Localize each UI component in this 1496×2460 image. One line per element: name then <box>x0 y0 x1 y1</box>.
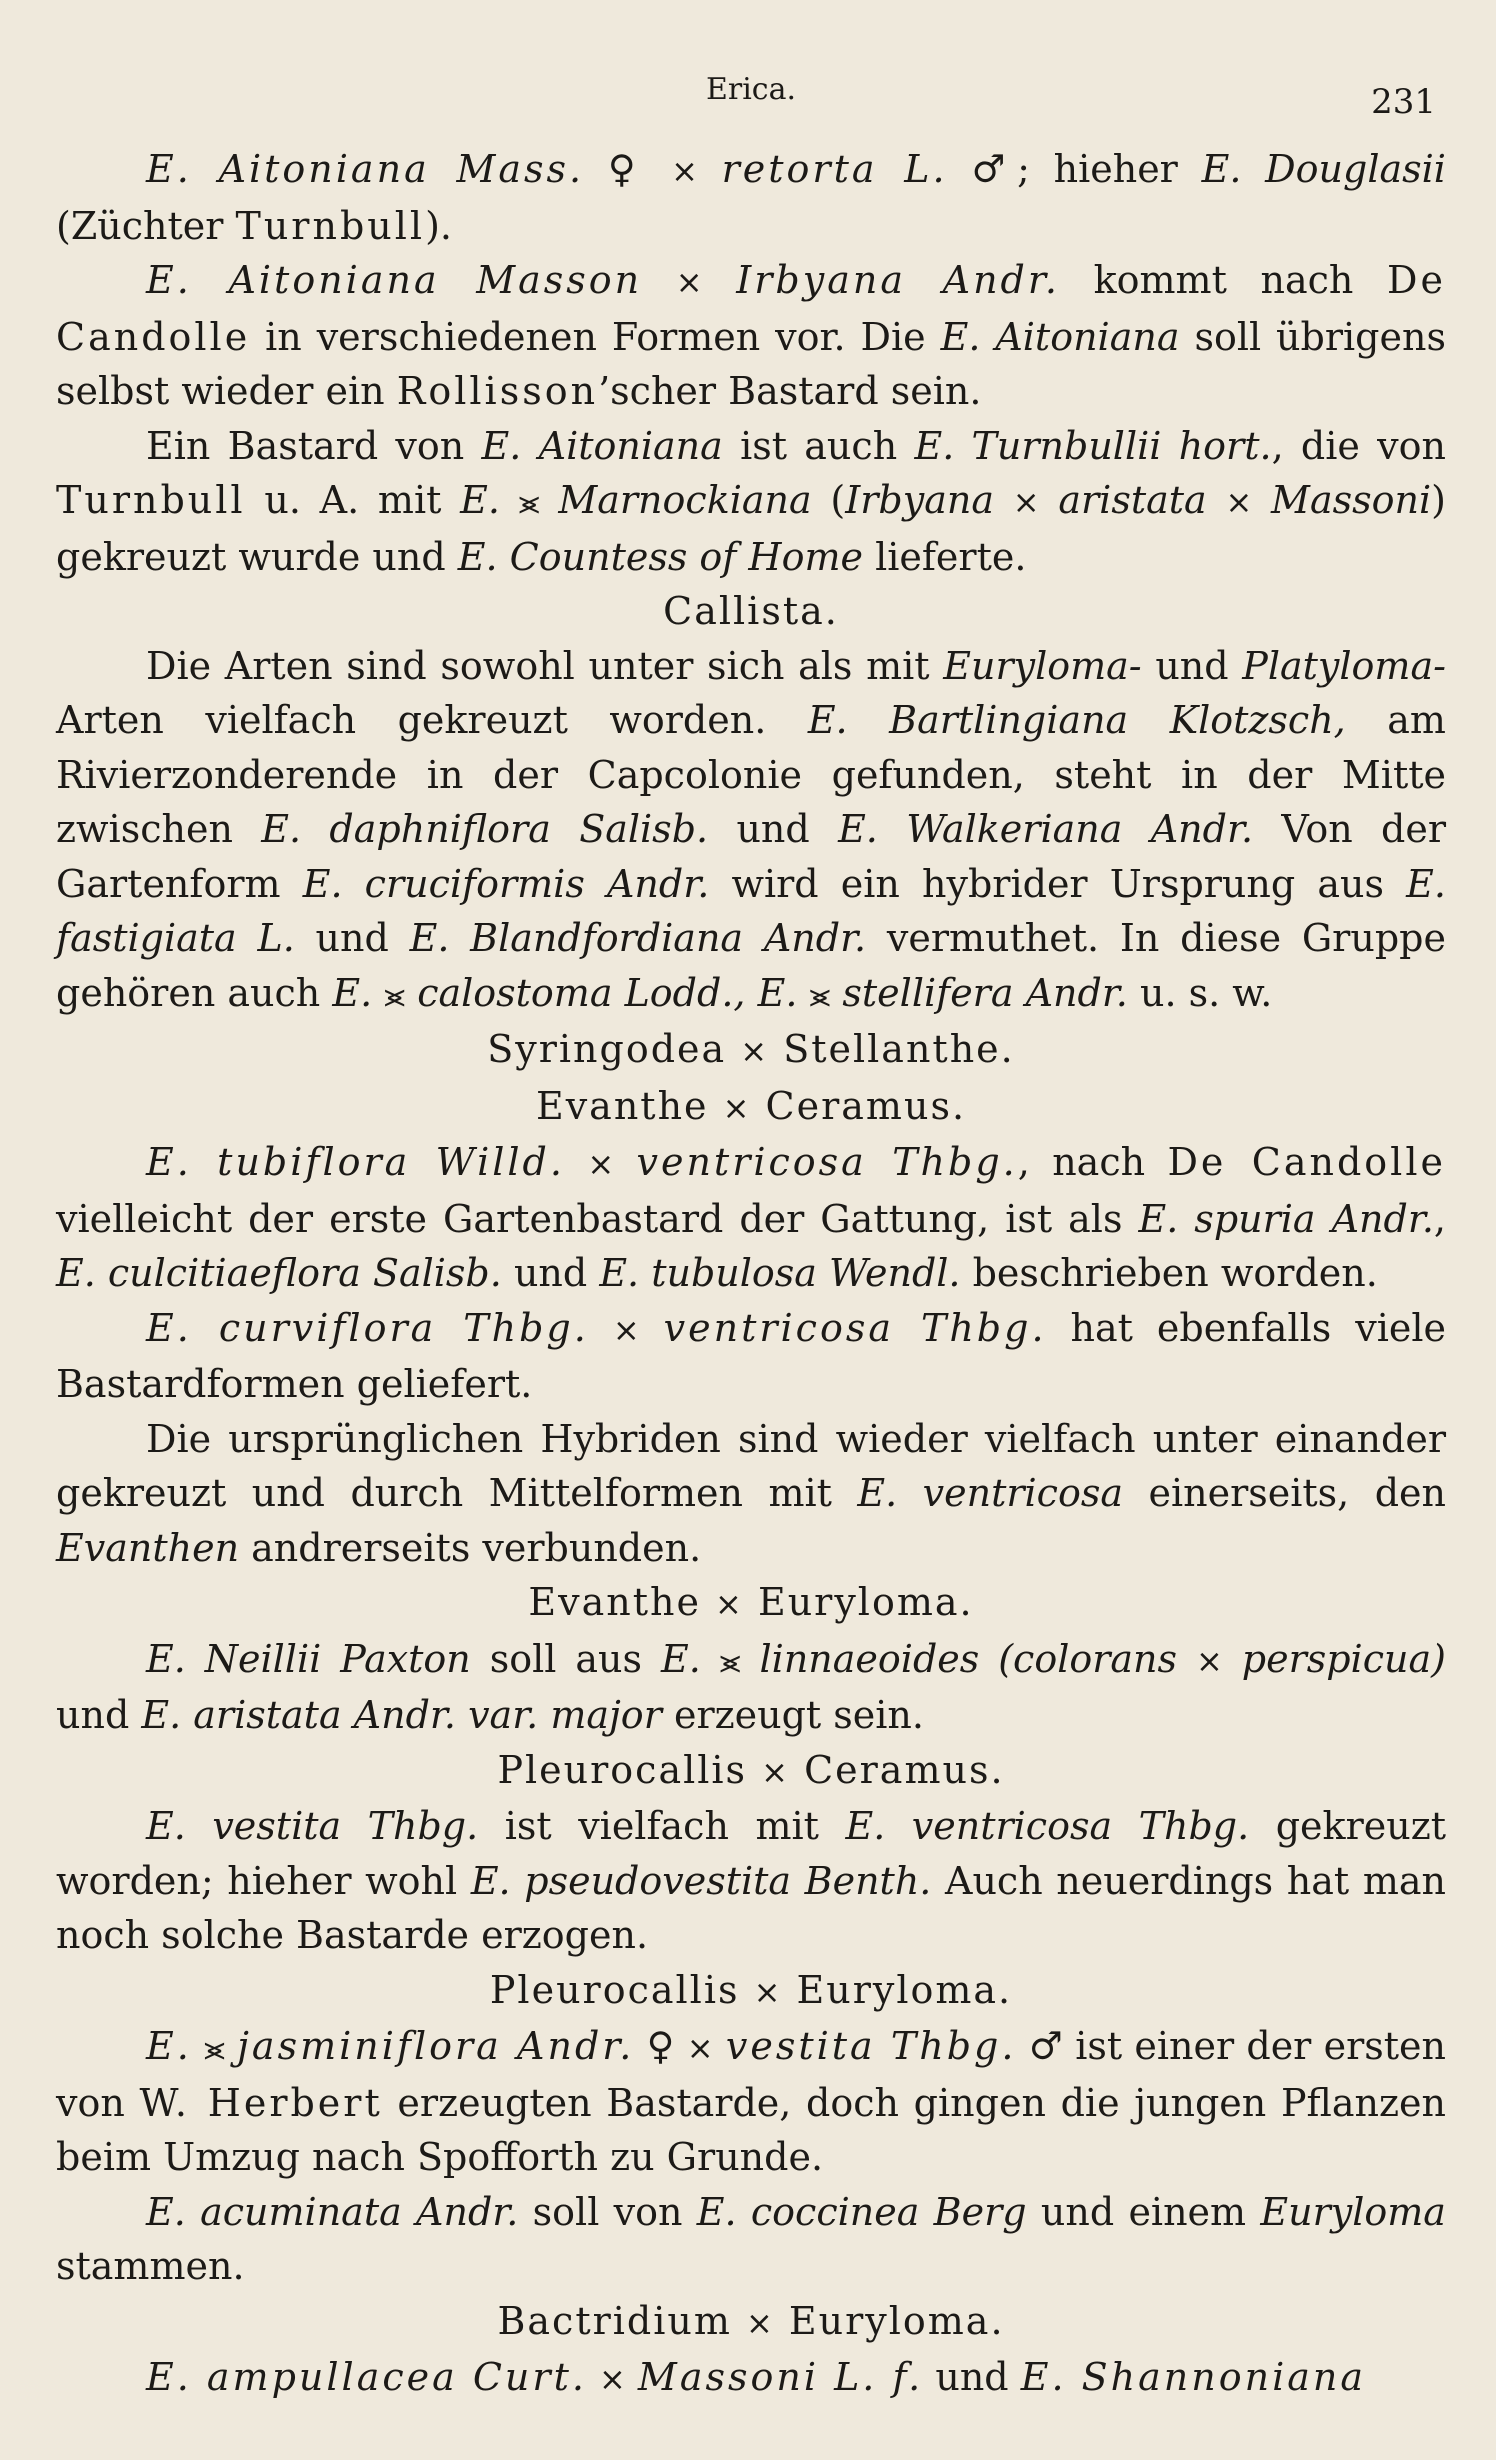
cross-symbol: × <box>745 2303 775 2342</box>
cross-symbol: × <box>740 1032 770 1070</box>
page-header <box>56 70 1446 130</box>
paragraph-tubiflora: E. tubiflora Willd. × ventricosa Thbg., nach De Candolle vielleicht der erste Gartenbastard der Gattung, ist als E. spuria Andr., E. culcitiaeflora Salisb. und E. tubulosa Wendl. beschrieben worden. <box>56 1140 1446 1295</box>
double-cross-symbol: ⪤ <box>384 975 406 1014</box>
page-number: 231 <box>1371 82 1436 122</box>
cross-symbol: × <box>722 1088 752 1127</box>
cross-symbol: × <box>587 1145 615 1183</box>
paragraph-curviflora: E. curviflora Thbg. × ventricosa Thbg. hat ebenfalls viele Bastardformen geliefert. <box>56 1305 1446 1406</box>
female-symbol: ♀ <box>646 2024 675 2068</box>
paragraph-acuminata: E. acuminata Andr. soll von E. coccinea Berg und einem Euryloma stammen. <box>56 2189 1446 2288</box>
double-cross-symbol: ⪤ <box>809 975 831 1014</box>
paragraph-hybrids: Die ursprünglichen Hybriden sind wieder vielfach unter einander gekreuzt und durch Mittelformen mit E. ventricosa einerseits, den Evanthen andrerseits verbunden. <box>56 1416 1446 1570</box>
male-symbol: ♂ <box>1028 2024 1063 2068</box>
section-heading-pleurocallis-euryloma: Pleurocallis × Euryloma. <box>489 1967 1013 2012</box>
paragraph-callista: Die Arten sind sowohl unter sich als mit Euryloma- und Platyloma- Arten vielfach gekreuzt worden. E. Bartlingiana Klotzsch, am Rivierzonderende in der Capcolonie gefunden, steht in der Mitte zwischen E. daphniflora Salisb. und E. Walkeriana Andr. Von der Gartenform E. cruciformis Andr. wird ein hybrider Ursprung aus E. fastigiata L. und E. Blandfordiana Andr. vermuthet. In diese Gruppe gehören auch E. ⪤ calostoma Lodd., E. ⪤ stellifera Andr. u. s. w. <box>56 643 1446 1015</box>
section-heading-bactridium-euryloma: Bactridium × Euryloma. <box>497 2298 1005 2343</box>
cross-symbol: × <box>1012 483 1040 521</box>
paragraph-neillii: E. Neillii Paxton soll aus E. ⪤ linnaeoides (colorans × perspicua) und E. aristata Andr. var. major erzeugt sein. <box>56 1636 1446 1737</box>
cross-symbol: × <box>761 1752 790 1791</box>
cross-symbol: × <box>671 152 698 190</box>
cross-symbol: × <box>675 263 703 301</box>
paragraph-vestita: E. vestita Thbg. ist vielfach mit E. ventricosa Thbg. gekreuzt worden; hieher wohl E. pseudovestita Benth. Auch neuerdings hat man noch solche Bastarde erzogen. <box>56 1804 1446 1957</box>
cross-symbol: × <box>599 2360 626 2398</box>
double-cross-symbol: ⪤ <box>518 483 540 521</box>
section-heading-callista: Callista. <box>663 589 839 633</box>
female-symbol: ♀ <box>607 147 648 191</box>
double-cross-symbol: ⪤ <box>719 1641 741 1680</box>
section-heading-syringodea-stellanthe: Syringodea × Stellanthe. <box>487 1027 1015 1071</box>
paragraph-turnbullii: Ein Bastard von E. Aitoniana ist auch E. Turnbullii hort., die von Turnbull u. A. mit E. ⪤ Marnockiana (Irbyana × aristata × Massoni) gekreuzt wurde und E. Countess of Home lieferte. <box>56 423 1446 579</box>
paragraph-jasminiflora: E. ⪤ jasminiflora Andr. ♀ × vestita Thbg. ♂ ist einer der ersten von W. Herbert erzeugten Bastarde, doch gingen die jungen Pflanzen beim Umzug nach Spofforth zu Grunde. <box>56 2024 1446 2179</box>
cross-symbol: × <box>715 1585 744 1623</box>
body-text <box>56 142 1446 2407</box>
cross-symbol: × <box>612 1310 640 1349</box>
cross-symbol: × <box>1195 1641 1223 1680</box>
cross-symbol: × <box>686 2029 714 2067</box>
running-title: Erica. <box>705 72 797 107</box>
section-heading-pleurocallis-ceramus: Pleurocallis × Ceramus. <box>497 1747 1005 1792</box>
cross-symbol: × <box>1225 483 1253 521</box>
section-heading-evanthe-euryloma: Evanthe × Euryloma. <box>528 1580 974 1624</box>
paragraph-aitoniana-retorta: E. Aitoniana Mass. ♀ × retorta L. ♂; hieher E. Douglasii (Züchter Turnbull). <box>56 147 1446 248</box>
section-heading-evanthe-ceramus: Evanthe × Ceramus. <box>535 1083 967 1128</box>
double-cross-symbol: ⪤ <box>204 2029 225 2067</box>
paragraph-aitoniana-irbyana: E. Aitoniana Masson × Irbyana Andr. kommt nach De Candolle in verschiedenen Formen vor. Die E. Aitoniana soll übrigens selbst wieder ein Rollisson’scher Bastard sein. <box>56 258 1446 413</box>
male-symbol: ♂ <box>971 147 1018 191</box>
paragraph-ampullacea: E. ampullacea Curt. × Massoni L. f. und E. Shannoniana <box>146 2355 1367 2399</box>
cross-symbol: × <box>753 1972 783 2011</box>
